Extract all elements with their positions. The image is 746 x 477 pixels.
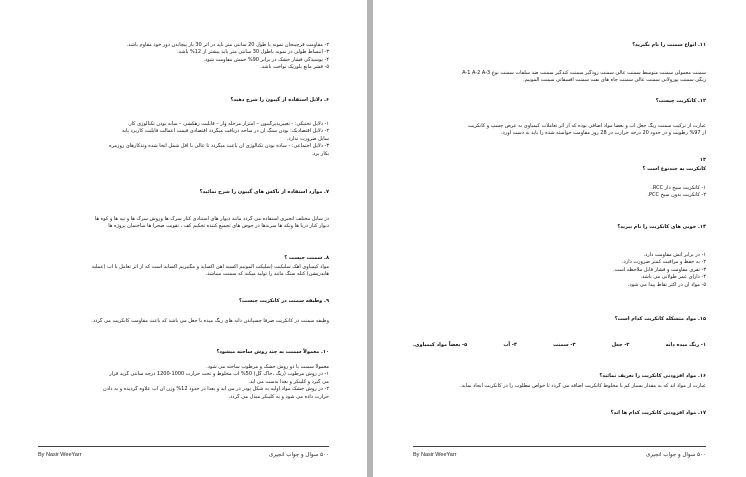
answer-12	[413, 123, 706, 138]
option: ۲- جغل	[611, 342, 630, 348]
list-item: ۳- دلایل اجتماعی: - ساده بودن تکنالوژی آن باعث میگردد تا عالی با اقل شمل اتخا شده وتدکارهای روزمره	[108, 143, 329, 150]
question-7: ۷. موارد استفاده از باکس های گیبون را شرح نمائید؟	[199, 189, 329, 195]
answer-8	[38, 264, 329, 279]
answer-10	[38, 364, 329, 401]
question-15: ۱۵. مواد متشکله کانکریت کدام است؟	[614, 316, 706, 322]
list-item: ۱- در برابر آتش مقاومت دارد.	[643, 252, 706, 258]
question-11: ۱۱. انواع سمنت را نام بگیرید؟	[632, 42, 706, 48]
footer-author: By Nasir WeeYarr	[413, 452, 457, 458]
list-item: ۲- دلایل اقتصادیک: بودن سنگ ان در ساحه دریافت میگردد اقتصادی قیمت اعمالت قابلیت کاربرد پایه	[121, 128, 329, 135]
answer-line: در سایل مختلف انجیری استفاده می گردد مانند دیوار های استنادی کنار سرک ها وروش سرک ها و تپه ها و کوه ها	[94, 216, 329, 222]
list-item: می گیرد و کلینکر و بعداً بدست می آید.	[248, 378, 329, 385]
answer-line: هایدریشن) کتله سنگ مانند را تولید میکند که سمنت میباشد.	[205, 271, 329, 278]
option: ۵- بعضاً مواد کیمیاوی.	[413, 342, 468, 348]
footer-rule	[38, 446, 329, 447]
answer-line: عبارت از ترکیب سمنت ریگ جغل آب و بعضاً مواد اضافی بوده که از اثر تعاملات کیمیاوی به عرض چسپ و کانکریت	[467, 123, 706, 129]
list-item: ۵- مواد آن در اکثر نقاط پیدا می شود.	[627, 281, 706, 288]
question-6: ۶. دلایل استفاده از گیبون را شرح دهید؟	[230, 97, 329, 103]
question-9: ۹. وظیفه سمنت در کانکریت چیست؟	[239, 298, 329, 304]
footer-author: By Nasir WeeYarr	[38, 452, 82, 458]
list-item: ۲- در روش خشک مواد اولیه به شکل پودر در می آید و بعداً در حدود 12% وزن آن آب علاوه گردیده و به دادن	[103, 386, 329, 393]
answer-9: وظیفه سمنت در کانکریت صرفاً چسپاندن دانه های ریگ میده با جغل می باشد که باعث مقاومت کانکریت می گردد.	[91, 318, 329, 324]
option: ۳- سمنت	[553, 342, 576, 348]
right-page-content	[413, 30, 706, 447]
footer-title: ۵۰۰ سوال و جواب انجیری	[645, 452, 706, 458]
list-item: ۲- کانکریت بدون سیخ PCC.	[647, 192, 706, 199]
answer-line: رنگی سمنت پورولانی سمنت عالی سمنت چاه های نفت سمنت افسفاتی سمنت المونیم.	[523, 77, 706, 84]
list-item: ۱- کانکریت سیح دار RCC.	[651, 185, 706, 191]
list-item: ۴- دارای عمر طولانی می باشد.	[640, 274, 706, 281]
question-12: ۱۲. کانکریت چیست؟	[655, 98, 706, 104]
option: ۱- ریگ میده دانه	[665, 342, 706, 348]
answer-line: از 97% رطوبت و در حدود 20 درجه حرارت در 28 روز مقاومت خواسته شده را باید به دست آورد.	[500, 130, 706, 137]
list-item: ۱- در روش مرطوب (ریگ ،خاک گل) 50% آب مخلوط و تحت حرارت 1000-1200 درجه سانتی گرید قرار	[109, 371, 329, 378]
list-item: سایل ضرورت ندارد.	[286, 135, 329, 142]
list-item: بکار برد.	[311, 150, 329, 157]
right-page	[373, 0, 746, 477]
left-page-content	[38, 30, 329, 447]
question-10: ۱۰. معمولاً سمنت به چند روش ساخته میشود؟	[216, 349, 329, 355]
answer-14	[413, 252, 706, 289]
answer-6	[38, 121, 329, 158]
answer-line: مواد کیمیاوی آهک سلیکیت (سلیکت المونیم اکسید آهن اکساید و مگنیزیم اکساید است که از اثر تعامل با آب (عملیه	[91, 264, 329, 270]
footer-title: ۵۰۰ سوال و جواب انجیری	[268, 452, 329, 458]
footer-rule	[413, 446, 706, 447]
answer-line: معمولاً سمنت با دو روش خشک و مرطوب ساخته می شود.	[206, 364, 329, 370]
question-16: ۱۶. مواد افزودنی کانکریت را تعریف نمائید؟	[599, 373, 706, 379]
section-mark: ۱۳	[699, 157, 706, 163]
list-item: ۲- به حفظ و مراقبت کمتر ضرورت دارد.	[621, 259, 706, 266]
answer-15	[413, 342, 706, 349]
answer-line: دیوار کنار دریا ها ونکه ها سرندها در حوض های تجمیع کننده تحکیم کف ، تقویت صحرا ها ساختمان پروژه ها	[108, 223, 329, 230]
left-page	[0, 0, 367, 477]
question-17: ۱۷. مواد افزودنی کانکریت کدام ها اند؟	[610, 410, 706, 416]
answer-line: سمنت معمولی سمنت متوسط سمنت عالی سمنت زودگیر سمنت کندگیر سمنت ضد سلفات سمنت نوع A-1 A-2 A-3	[462, 70, 706, 76]
list-item: ۴- پوسیدگی فشار خشک در برابر 90% خمش مقاومت شود.	[203, 56, 329, 63]
list-item: ۳- انبساط طولی در نمونه باطول 30 سانتی متر باید بیشتر از 12% باشد.	[177, 49, 329, 56]
answer-11	[413, 70, 706, 85]
intro-list	[38, 42, 329, 72]
question-8: ۸. سمنت چیست ؟	[284, 255, 329, 261]
answer-7	[38, 216, 329, 231]
list-item: ۱- دلایل تخنیکی: - تغییرپذیرگیبون – امتزار مرحله وار – قابلیت زهکشی – سابه بودن تکنالوژی کار.	[127, 121, 329, 127]
list-item: ۵- قشر مانع بلوریک نواخت باشد.	[260, 64, 329, 71]
list-item: حرارت داده می شود و به کلینکر مبدل می گردد.	[228, 393, 329, 400]
question-13: کانکریت به چندنوع است ؟	[642, 166, 706, 172]
question-14: ۱۴. خوبی های کانکریت را نام ببرید؟	[617, 224, 706, 230]
list-item: ۲- مقاومت فرچینجان نمونه با طول 20 سانتی متر باید در اثر 30 بار پیچاندن دور خود مقاوم باشد.	[126, 42, 329, 48]
answer-13	[413, 185, 706, 200]
option: ۴- آب	[503, 342, 517, 348]
list-item: ۳- نقری مقاومت و فشار قابل ملاحظه است.	[613, 266, 706, 273]
answer-16: عبارت از مواد اند که به مقدار بسیار کم با مخلوط کانکریت اضافه می گردد تا خواص مطلوب را در کانکریت ایجاد نماید.	[460, 383, 706, 389]
